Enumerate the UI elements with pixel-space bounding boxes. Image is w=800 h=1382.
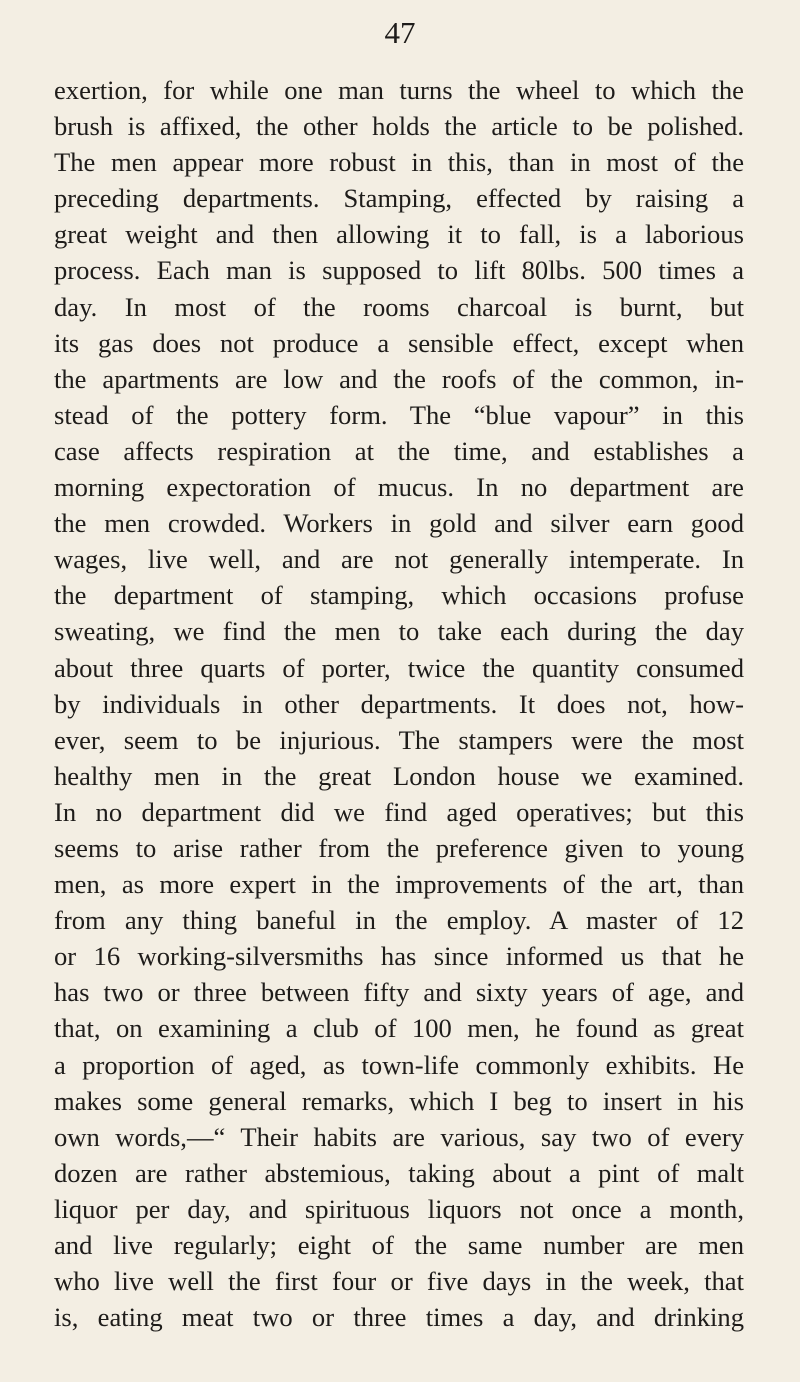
text-line: day. In most of the rooms charcoal is burnt, but	[54, 291, 744, 322]
text-line: by individuals in other departments. It does not, how-	[54, 688, 744, 719]
text-line: brush is affixed, the other holds the article to be polished.	[54, 111, 744, 142]
text-line: the men crowded. Workers in gold and silver earn good	[54, 508, 744, 539]
text-line: its gas does not produce a sensible effect, except when	[54, 327, 744, 358]
text-line: In no department did we find aged operatives; but this	[54, 796, 744, 827]
page-number: 47	[384, 15, 416, 50]
text-line: seems to arise rather from the preference given to young	[54, 832, 744, 863]
text-line: a proportion of aged, as town-life commonly exhibits. He	[54, 1049, 744, 1080]
text-line: process. Each man is supposed to lift 80lbs. 500 times a	[54, 255, 744, 286]
text-line: the department of stamping, which occasions profuse	[54, 580, 744, 611]
text-line: has two or three between fifty and sixty years of age, and	[54, 977, 744, 1008]
text-line: makes some general remarks, which I beg to insert in his	[54, 1085, 744, 1116]
text-line: great weight and then allowing it to fall, is a laborious	[54, 219, 744, 250]
body-text	[54, 72, 744, 1335]
text-line: that, on examining a club of 100 men, he found as great	[54, 1013, 744, 1044]
text-line: preceding departments. Stamping, effected by raising a	[54, 183, 744, 214]
text-line: The men appear more robust in this, than in most of the	[54, 147, 744, 178]
text-line: healthy men in the great London house we examined.	[54, 760, 744, 791]
text-line: is, eating meat two or three times a day, and drinking	[54, 1302, 744, 1333]
text-line: morning expectoration of mucus. In no department are	[54, 472, 744, 503]
text-line: about three quarts of porter, twice the quantity consumed	[54, 652, 744, 683]
text-line: own words,—“ Their habits are various, say two of every	[54, 1121, 744, 1152]
text-line: and live regularly; eight of the same number are men	[54, 1230, 744, 1260]
text-line: stead of the pottery form. The “blue vapour” in this	[54, 399, 744, 430]
text-line: liquor per day, and spirituous liquors not once a month,	[54, 1193, 744, 1224]
text-line: wages, live well, and are not generally intemperate. In	[54, 544, 744, 575]
text-line: the apartments are low and the roofs of the common, in-	[54, 363, 744, 394]
text-line: or 16 working-silversmiths has since informed us that he	[54, 941, 744, 972]
text-line: dozen are rather abstemious, taking about a pint of malt	[54, 1157, 744, 1188]
text-line: sweating, we find the men to take each during the day	[54, 616, 744, 647]
text-line: ever, seem to be injurious. The stampers were the most	[54, 724, 744, 755]
text-line: from any thing baneful in the employ. A master of 12	[54, 905, 744, 936]
text-line: men, as more expert in the improvements of the art, than	[54, 869, 744, 900]
text-line: case affects respiration at the time, and establishes a	[54, 435, 744, 466]
text-line: who live well the first four or five days in the week, that	[54, 1266, 744, 1297]
text-line: exertion, for while one man turns the wheel to which the	[54, 75, 744, 105]
